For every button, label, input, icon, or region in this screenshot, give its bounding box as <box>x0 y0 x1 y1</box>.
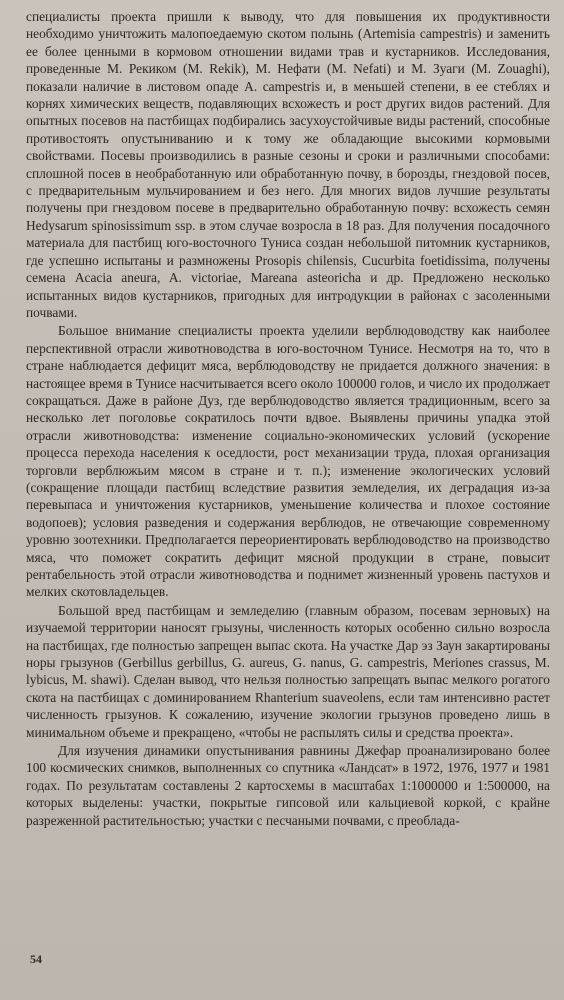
page-number: 54 <box>30 952 42 966</box>
paragraph-rodents: Большой вред пастбищам и земледелию (главным образом, посевам зерновых) на изучаемой территории наносят грызуны, численность которых особенно сильно возросла на пастбищах, где полностью запрещен выпас скота. На участке Дар эз Заун закартированы норы грызунов (Gerbillus gerbillus, G. aureus, G. nanus, G. campestris, Meriones crassus, M. lybicus, M. shawi). Сделан вывод, что нельзя полностью запрещать выпас мелкого рогатого скота на пастбищах с доминированием Rhanterium suaveolens, если там интенсивно растет численность грызунов. К сожалению, изучение экологии грызунов проведено лишь в минимальном объеме и прекращено, «чтобы не распылять силы и средства проекта». <box>26 602 550 740</box>
paragraph-pasture-plants: специалисты проекта пришли к выводу, что для повышения их продуктивности необходимо уничтожить малопоедаемую скотом полынь (Artemisia campestris) и заменить ее более ценными в кормовом отношении видами трав и кустарников. Исследования, проведенные М. Рекиком (M. Rekik), М. Нефати (M. Nefati) и М. Зуаги (M. Zouaghi), показали наличие в листовом опаде A. campestris и, в меньшей степени, в ее стеблях и корнях химических веществ, подавляющих всхожесть и рост других видов растений. Для опытных посевов на пастбищах подбирались засухоустойчивые виды растений, способные противостоять опустыниванию и к тому же обладающие высокими кормовыми свойствами. Посевы производились в разные сезоны и сроки и различными способами: сплошной посев в необработанную или обработанную почву, в борозды, гнездовой посев, с предварительным мульчированием и без него. Для многих видов лучшие результаты получены при гнездовом посеве в предварительно обработанную почву: всхожесть семян Hedysarum spinosissimum ssp. в этом случае возросла в 18 раз. Для получения посадочного материала для пастбищ юго-восточного Туниса создан небольшой питомник кустарников, где успешно испытаны и размножены Prosopis chilensis, Cucurbita foetidissima, получены семена Acacia aneura, A. victoriae, Mareana asteoricha и др. Предложено несколько испытанных видов кустарников, пригодных для интродукции в районах с засоленными почвами. <box>26 9 550 320</box>
paragraph-desertification-study: Для изучения динамики опустынивания равнины Джефар проанализировано более 100 космических снимков, выполненных со спутника «Ландсат» в 1972, 1976, 1977 и 1981 годах. По результатам составлены 2 картосхемы в масштабах 1:1000000 и 1:500000, на которых выделены: участки, покрытые гипсовой или кальциевой коркой, с крайне разреженной растительностью; участки с песчаными почвами, с преоблада- <box>26 743 550 828</box>
paragraph-camel-breeding: Большое внимание специалисты проекта уделили верблюдоводству как наиболее перспективной отрасли животноводства в юго-восточном Тунисе. Несмотря на то, что в стране наблюдается дефицит мяса, верблюдоводству не придается должного значения: в настоящее время в Тунисе насчитывается всего около 100000 голов, и число их продолжает сокращаться. Даже в районе Дуз, где верблюдоводство является традиционным, всего за несколько лет поголовье сократилось почти вдвое. Выявлены причины упадка этой отрасли животноводства: изменение социально-экономических условий (ускорение процесса перехода населения к оседлости, рост механизации труда, плохая организация торговли верблюжьим мясом в стране и т. п.); изменение экологических условий (сокращение площади пастбищ вследствие развития земледелия, их деградация из-за перевыпаса и уничтожения кустарников, уменьшение количества и плохое состояние водопоев); условия разведения и содержания верблюдов, не отвечающие современному уровню зоотехники. Предполагается переориентировать верблюдоводство на производство мяса, что поможет сократить дефицит мясной продукции в стране, повысит рентабельность этой отрасли животноводства и поднимет жизненный уровень пастухов и мелких скотовладельцев. <box>26 323 550 600</box>
